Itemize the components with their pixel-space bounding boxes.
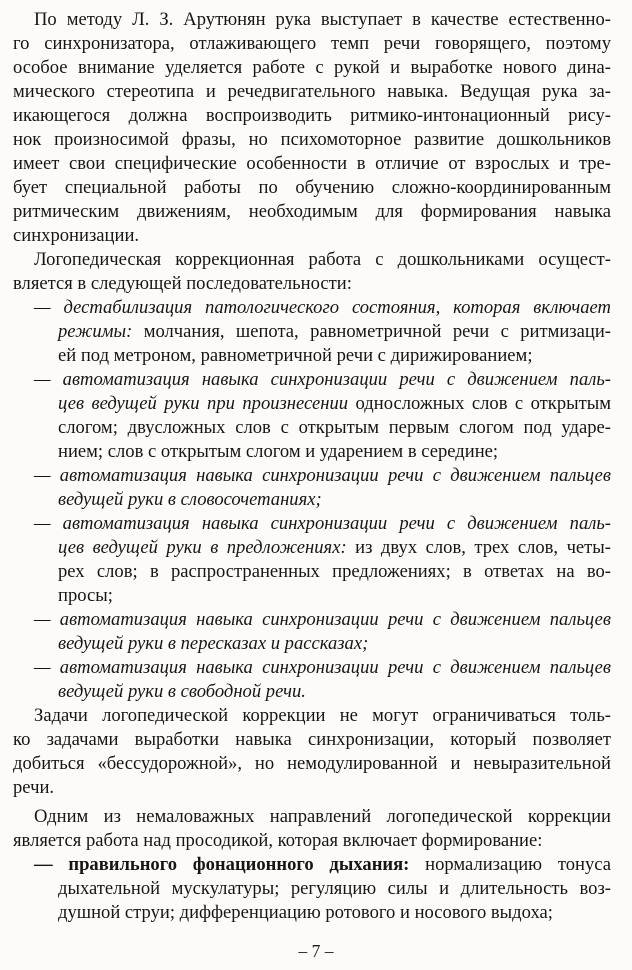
text-line [13,392,611,416]
text-segment: — дестабилизация патологического состояния, которая включает [34,297,611,318]
text-segment: синхронизации. [13,225,140,246]
text-segment: из двух слов, трех слов, четы- [346,537,611,558]
text-line [13,752,611,776]
text-line [13,248,611,272]
text-line [13,464,611,488]
text-segment: По методу Л. З. Арутюнян рука выступает в качестве естественно- [34,9,611,30]
text-line [13,805,611,829]
text-line [13,512,611,536]
text-line [13,536,611,560]
text-line [13,829,611,853]
text-segment: имеет свои специфические особенности в отличие от взрослых и тре- [13,153,611,174]
text-segment: Одним из немаловажных направлений логопедической коррекции [34,806,611,827]
text-segment: — автоматизация навыка синхронизации речи с движением пальцев [34,609,611,630]
text-line [13,728,611,752]
text-segment: цев ведущей руки при произнесении [58,393,349,414]
text-segment: нием; слов с открытым слогом и ударением в середине; [58,441,499,462]
text-segment: особое внимание уделяется работе с рукой и выработке нового дина- [13,57,611,78]
text-line [13,877,611,901]
text-segment: речи. [13,777,55,798]
page-number: – 7 – [298,941,334,961]
text-segment: ко задачами выработки навыка синхронизации, который позволяет [13,729,611,750]
text-segment: односложных слов с открытым [348,393,611,414]
text-line [13,200,611,224]
text-line [13,440,611,464]
text-segment: просы; [58,585,113,606]
text-line [13,56,611,80]
text-line [13,632,611,656]
text-line [13,176,611,200]
text-line [13,80,611,104]
text-line [13,680,611,704]
text-segment: ведущей руки в словосочетаниях; [58,489,322,510]
text-segment: ведущей руки в пересказах и рассказах; [58,633,369,654]
text-line [13,128,611,152]
text-segment: добиться «бессудорожной», но немодулированной и невыразительной [13,753,611,774]
text-segment: — автоматизация навыка синхронизации речи с движением паль- [34,513,611,534]
text-line [13,853,611,877]
text-line [13,416,611,440]
text-line [13,704,611,728]
text-segment: нок произносимой фразы, но психомоторное развитие дошкольников [13,129,611,150]
text-segment: рех слов; в распространенных предложениях; в ответах на во- [58,561,611,582]
text-segment: — автоматизация навыка синхронизации речи с движением пальцев [34,657,611,678]
text-segment: бует специальной работы по обучению сложно-координированным [13,177,611,198]
text-line [13,8,611,32]
text-line [13,344,611,368]
text-line [13,272,611,296]
text-line [13,320,611,344]
text-segment: — автоматизация навыка синхронизации речи с движением паль- [34,369,611,390]
text-segment: икающегося должна воспроизводить ритмико-интонационный рису- [13,105,611,126]
text-segment: Задачи логопедической коррекции не могут ограничиваться толь- [34,705,611,726]
text-line [13,560,611,584]
text-segment: Логопедическая коррекционная работа с дошкольниками осущест- [34,249,611,270]
text-segment: — автоматизация навыка синхронизации речи с движением пальцев [34,465,611,486]
text-segment: ей под метроном, равнометричной речи с дирижированием; [58,345,533,366]
text-segment: го синхронизатора, отлаживающего темп речи говорящего, поэтому [13,33,611,54]
text-segment: слогом; двусложных слов с открытым первым слогом под ударе- [58,417,611,438]
text-line [13,901,611,925]
text-segment: дыхательной мускулатуры; регуляцию силы и длительность воз- [58,878,611,899]
text-segment: цев ведущей руки в предложениях: [58,537,347,558]
text-segment: ритмическим движениям, необходимым для формирования навыка [13,201,611,222]
text-line [13,32,611,56]
text-line [13,584,611,608]
text-line [13,776,611,800]
text-segment: — правильного фонационного дыхания: [34,854,410,875]
page-text-block [13,8,611,925]
text-segment: является работа над просодикой, которая включает формирование: [13,830,543,851]
text-segment: душной струи; дифференциацию ротового и носового выдоха; [58,902,553,923]
text-line [13,608,611,632]
text-segment: вляется в следующей последовательности: [13,273,352,294]
text-line [13,224,611,248]
text-line [13,104,611,128]
text-line [13,152,611,176]
text-line [13,368,611,392]
text-segment: режимы: [58,321,133,342]
text-segment: мического стереотипа и речедвигательного навыка. Ведущая рука за- [13,81,611,102]
text-segment: ведущей руки в свободной речи. [58,681,306,702]
text-segment: молчания, шепота, равнометричной речи с ритмизаци- [132,321,611,342]
text-line [13,488,611,512]
text-segment: нормализацию тонуса [409,854,611,875]
text-line [13,296,611,320]
text-line [13,656,611,680]
